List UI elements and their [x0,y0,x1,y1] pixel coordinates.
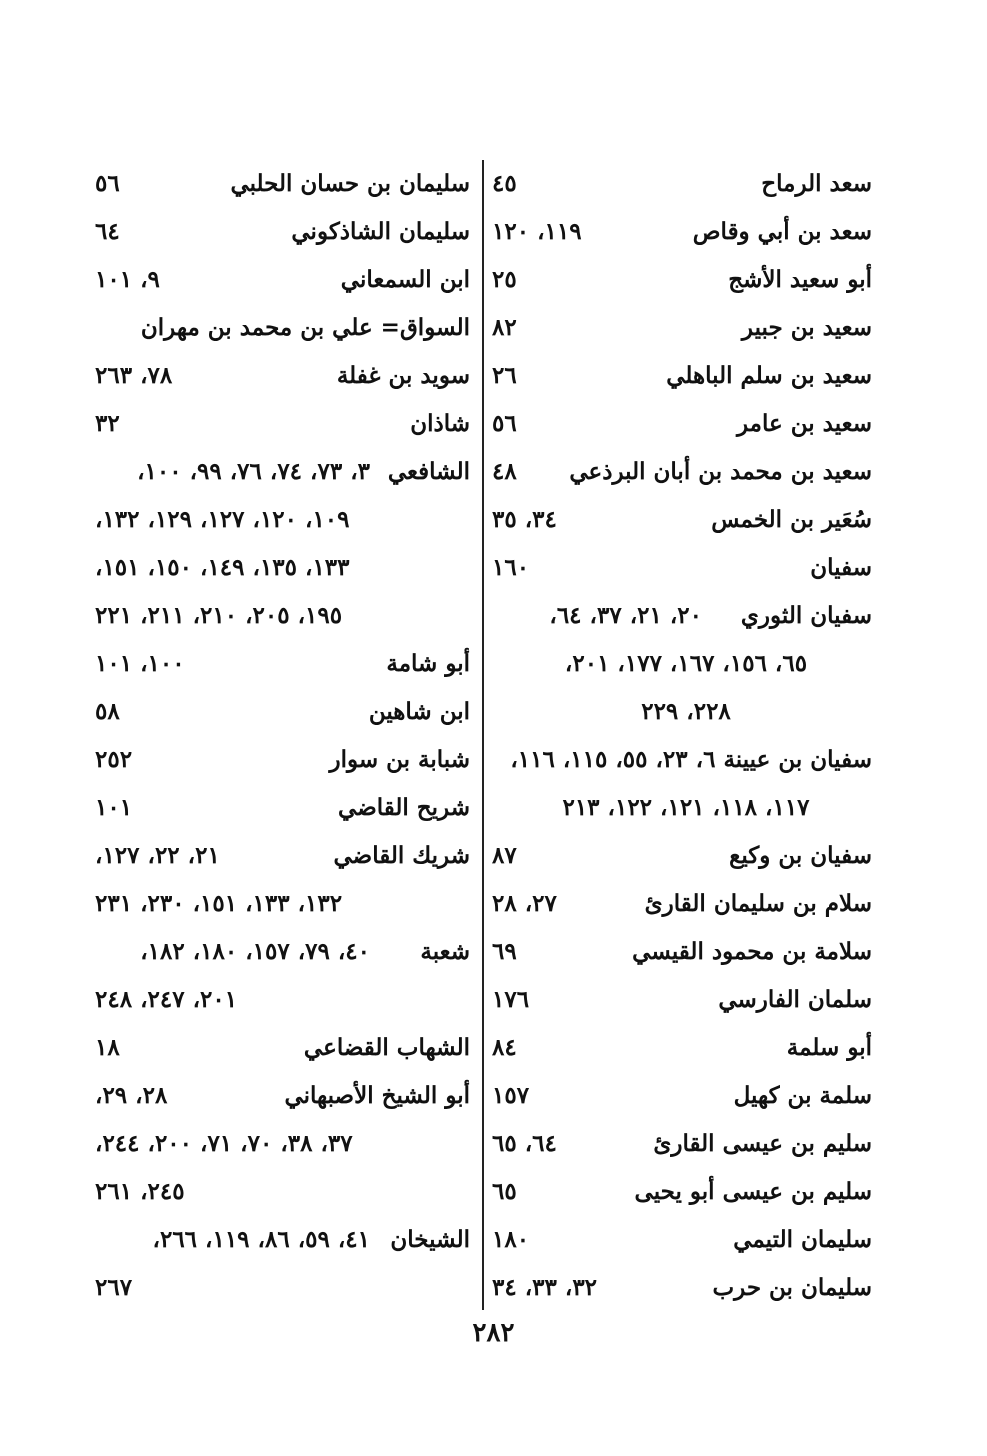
entry-pages: ٦٥ [492,1178,517,1205]
index-entry [95,1216,470,1264]
entry-pages: ١١٩، ١٢٠ [492,218,582,245]
entry-pages: ٦٤ [95,218,120,245]
entry-pages-continued: ٢٠١، ٢٤٧، ٢٤٨ [95,986,238,1013]
entry-name: شريك القاضي [333,842,470,869]
entry-pages-continued: ١٠٩، ١٢٠، ١٢٧، ١٢٩، ١٣٢، [95,506,350,533]
entry-name: سفيان الثوري [740,602,872,629]
entry-pages-continued: ٢٤٥، ٢٦١ [95,1178,185,1205]
index-entry [95,160,470,208]
index-entry [95,256,470,304]
entry-name: سليمان التيمي [733,1226,872,1253]
index-entry [95,1120,470,1168]
index-entry [95,1024,470,1072]
index-entry [95,736,470,784]
index-entry [95,400,470,448]
entry-pages: ٢٦ [492,362,517,389]
entry-pages: ٢٥٢ [95,746,133,773]
index-entry [492,1216,872,1264]
entry-name: أبو شامة [386,650,470,677]
index-entry [492,304,872,352]
index-entry [492,784,872,832]
entry-name: سلمان الفارسي [718,986,872,1013]
entry-pages-continued: ٢٢٨، ٢٢٩ [641,698,731,725]
index-entry [95,208,470,256]
entry-pages: ٢٥ [492,266,517,293]
index-entry [95,304,470,352]
index-entry [95,592,470,640]
entry-pages: ١٥٧ [492,1082,530,1109]
entry-name: شاذان [410,410,470,437]
entry-pages: ٢٧، ٢٨ [492,890,557,917]
index-entry [492,880,872,928]
left-index-column [95,160,470,1312]
entry-name: الشهاب القضاعي [303,1034,470,1061]
entry-name: سفيان بن وكيع [729,842,872,869]
entry-pages: ٤٥ [492,170,517,197]
index-entry [492,1264,872,1312]
index-entry [492,736,872,784]
entry-pages: ١٦٠ [492,554,530,581]
entry-name: سليم بن عيسى القارئ [653,1130,872,1157]
entry-pages: ٢١، ٢٢، ١٢٧، [95,842,220,869]
index-entry [492,1072,872,1120]
entry-pages: ٧٨، ٢٦٣ [95,362,173,389]
entry-pages-continued: ١٣٢، ١٣٣، ١٥١، ٢٣٠، ٢٣١ [95,890,343,917]
entry-name: شعبة [420,938,470,965]
index-entry [492,928,872,976]
index-entry [95,928,470,976]
entry-name: سُعَير بن الخمس [711,506,872,533]
index-entry [492,976,872,1024]
entry-name: سعيد بن جبير [741,314,872,341]
entry-pages: ٤٠، ٧٩، ١٥٧، ١٨٠، ١٨٢، [140,938,370,965]
index-entry [95,976,470,1024]
entry-name: سعد الرماح [761,170,872,197]
entry-name: الشيخان [390,1226,470,1253]
index-entry [492,544,872,592]
index-entry [95,544,470,592]
index-entry [492,640,872,688]
entry-pages: ٥٨ [95,698,120,725]
entry-name: سلمة بن كهيل [733,1082,872,1109]
entry-pages: ١٠١ [95,794,133,821]
index-entry [492,1168,872,1216]
index-entry [95,640,470,688]
entry-name: سليمان الشاذكوني [291,218,470,245]
index-entry [492,1120,872,1168]
entry-pages-continued: ٣٧، ٣٨، ٧٠، ٧١، ٢٠٠، ٢٤٤، [95,1130,353,1157]
index-entry [492,832,872,880]
entry-pages: ٣٢ [95,410,120,437]
entry-name: سعيد بن عامر [736,410,872,437]
entry-pages: ٤٨ [492,458,517,485]
entry-pages: ٩، ١٠١ [95,266,160,293]
entry-name: ابن شاهين [368,698,470,725]
entry-name: ابن السمعاني [340,266,470,293]
entry-pages: ٣٢، ٣٣، ٣٤ [492,1274,598,1301]
entry-name: شبابة بن سوار [329,746,470,773]
entry-name: سلامة بن محمود القيسي [632,938,872,965]
index-entry [95,1072,470,1120]
index-entry [492,160,872,208]
index-entry [95,352,470,400]
entry-pages: ٣٤، ٣٥ [492,506,557,533]
entry-pages: ٦٩ [492,938,517,965]
entry-pages: ٥٦ [492,410,517,437]
entry-pages-continued: ٢٦٧ [95,1274,133,1301]
index-entry [492,352,872,400]
entry-pages: ١٨٠ [492,1226,530,1253]
right-index-column [492,160,872,1312]
entry-pages: ٢٨، ٢٩، [95,1082,168,1109]
column-divider [482,160,484,1310]
entry-pages-continued: ٦٥، ١٥٦، ١٦٧، ١٧٧، ٢٠١، [564,650,808,677]
entry-name: سليمان بن حسان الحلبي [230,170,470,197]
index-entry [95,1264,470,1312]
index-entry [95,1168,470,1216]
entry-name: أبو سعيد الأشج [728,266,872,293]
entry-name: سعد بن أبي وقاص [692,218,872,245]
entry-name: سليمان بن حرب [712,1274,872,1301]
entry-pages: ١٧٦ [492,986,530,1013]
entry-name: أبو الشيخ الأصبهاني [284,1082,470,1109]
entry-pages-continued: ١١٧، ١١٨، ١٢١، ١٢٢، ٢١٣ [562,794,810,821]
index-entry [95,496,470,544]
index-entry [492,592,872,640]
entry-name: سويد بن غفلة [336,362,470,389]
entry-name: الشافعي [387,458,470,485]
index-entry [95,784,470,832]
index-entry [492,688,872,736]
entry-name: سليم بن عيسى أبو يحيى [634,1178,872,1205]
page-number: ٢٨٢ [472,1318,515,1348]
entry-pages: ٨٧ [492,842,517,869]
entry-pages: ٥٦ [95,170,120,197]
entry-name: سفيان [810,554,872,581]
entry-pages-continued: ١٩٥، ٢٠٥، ٢١٠، ٢١١، ٢٢١ [95,602,343,629]
entry-pages: ٢٠، ٢١، ٣٧، ٦٤، [549,602,702,629]
entry-name: سعيد بن سلم الباهلي [666,362,872,389]
entry-pages: ٤١، ٥٩، ٨٦، ١١٩، ٢٦٦، [152,1226,370,1253]
index-entry [492,208,872,256]
index-entry [492,256,872,304]
entry-pages: ٨٤ [492,1034,517,1061]
index-entry [95,448,470,496]
entry-pages: ١٨ [95,1034,120,1061]
index-entry [492,496,872,544]
entry-pages-continued: ١٣٣، ١٣٥، ١٤٩، ١٥٠، ١٥١، [95,554,350,581]
entry-name: أبو سلمة [786,1034,872,1061]
index-entry [492,1024,872,1072]
entry-pages: ٨٢ [492,314,517,341]
entry-name: سعيد بن محمد بن أبان البرذعي [569,458,872,485]
index-entry [95,832,470,880]
entry-name: السواق= علي بن محمد بن مهران [140,314,470,341]
index-entry [95,880,470,928]
entry-name: سفيان بن عيينة ٦، ٢٣، ٥٥، ١١٥، ١١٦، [510,746,872,773]
entry-name: شريح القاضي [338,794,470,821]
entry-pages: ٣، ٧٣، ٧٤، ٧٦، ٩٩، ١٠٠، [137,458,370,485]
index-entry [95,688,470,736]
entry-pages: ٦٤، ٦٥ [492,1130,557,1157]
entry-pages: ١٠٠، ١٠١ [95,650,185,677]
entry-name: سلام بن سليمان القارئ [644,890,872,917]
index-entry [492,448,872,496]
index-entry [492,400,872,448]
